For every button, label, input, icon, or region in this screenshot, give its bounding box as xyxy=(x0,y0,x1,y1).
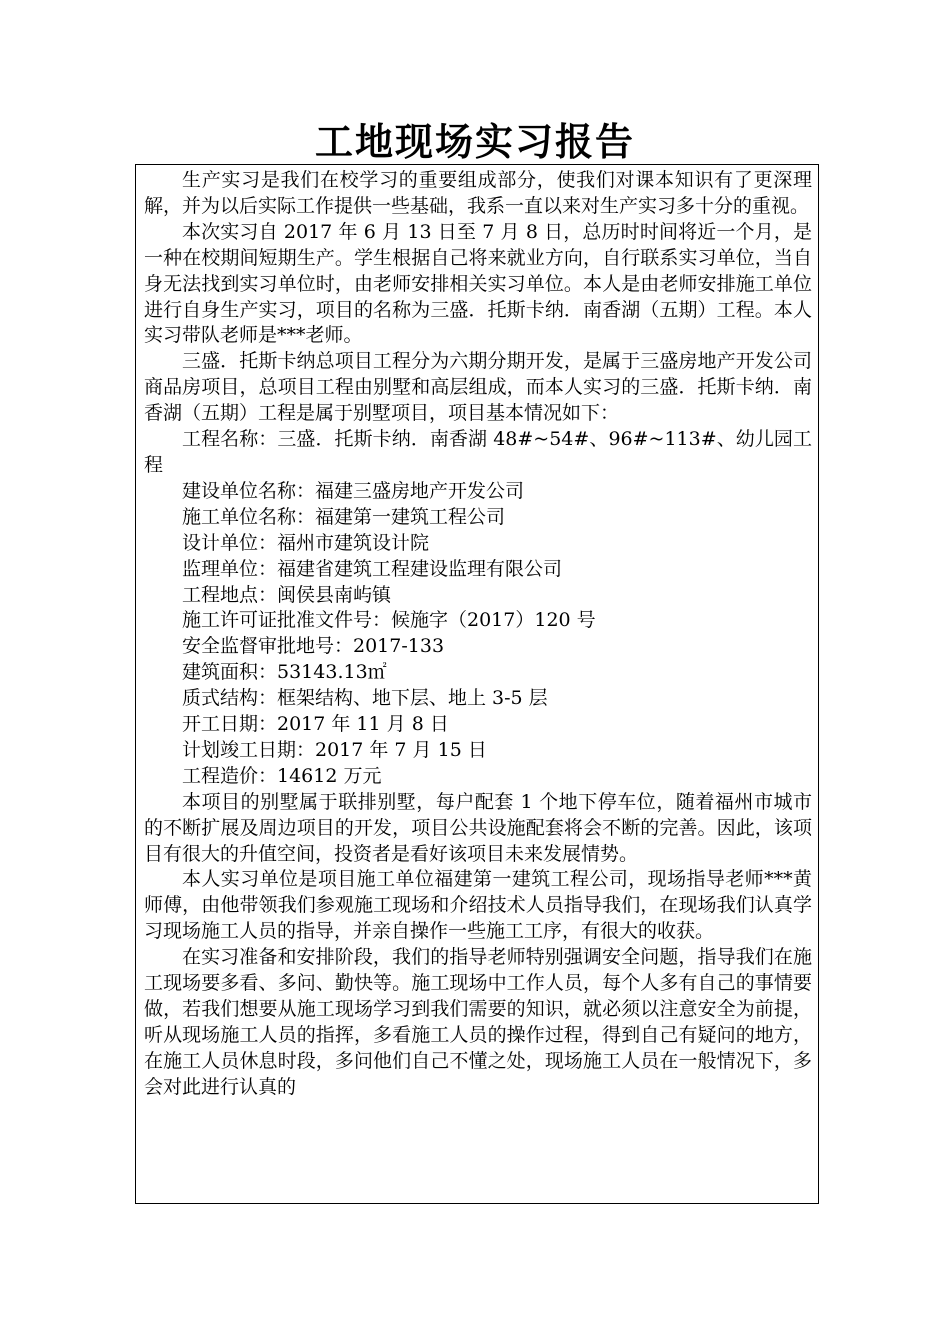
info-safety-approval: 安全监督审批地号：2017-133 xyxy=(182,635,445,658)
page-title: 工地现场实习报告 xyxy=(314,119,635,164)
info-floor-area: 建筑面积：53143.13㎡ xyxy=(182,661,387,684)
paragraph-villa-description: 本项目的别墅属于联排别墅，每户配套 1 个地下停车位，随着福州市城市的不断扩展及周边项目的开发，项目公共设施配套将会不断的完善。因此，该项目有很大的升值空间，投资者是看好该项目未来发展情势。 xyxy=(144,790,812,865)
paragraph-safety-preparation: 在实习准备和安排阶段，我们的指导老师特别强调安全问题，指导我们在施工现场要多看、多问、勤快等。施工现场中工作人员，每个人多有自己的事情要做，若我们想要从施工现场学习到我们需要的知识，就必须以注意安全为前提，听从现场施工人员的指挥，多看施工人员的操作过程，得到自己有疑问的地方，在施工人员休息时段，多问他们自己不懂之处，现场施工人员在一般情况下，多会对此进行认真的 xyxy=(144,946,812,1098)
info-structure: 质式结构：框架结构、地下层、地上 3-5 层 xyxy=(182,687,548,710)
info-developer: 建设单位名称：福建三盛房地产开发公司 xyxy=(182,479,525,502)
info-location: 工程地点：闽侯县南屿镇 xyxy=(182,583,392,606)
info-completion-date: 计划竣工日期：2017 年 7 月 15 日 xyxy=(182,738,487,761)
report-frame xyxy=(135,164,819,1204)
paragraph-intro: 生产实习是我们在校学习的重要组成部分，使我们对课本知识有了更深理解，并为以后实际工作提供一些基础，我系一直以来对生产实习多十分的重视。 xyxy=(144,169,812,217)
info-contractor: 施工单位名称：福建第一建筑工程公司 xyxy=(182,505,506,528)
info-permit-number: 施工许可证批准文件号：候施字（2017）120 号 xyxy=(182,609,596,632)
info-cost: 工程造价：14612 万元 xyxy=(182,764,382,787)
report-body xyxy=(144,168,812,1101)
info-project-name: 工程名称：三盛．托斯卡纳．南香湖 48#~54#、96#~113#、幼儿园工程 xyxy=(144,428,812,476)
info-start-date: 开工日期：2017 年 11 月 8 日 xyxy=(182,713,449,736)
paragraph-internship-period: 本次实习自 2017 年 6 月 13 日至 7 月 8 日，总历时时间将近一个月，是一种在校期间短期生产。学生根据自己将来就业方向，自行联系实习单位，当自身无法找到实习单位时，由老师安排相关实习单位。本人是由老师安排施工单位进行自身生产实习，项目的名称为三盛．托斯卡纳．南香湖（五期）工程。本人实习带队老师是***老师。 xyxy=(144,220,812,347)
info-supervisor: 监理单位：福建省建筑工程建设监理有限公司 xyxy=(182,557,563,580)
paragraph-project-overview: 三盛．托斯卡纳总项目工程分为六期分期开发，是属于三盛房地产开发公司商品房项目，总项目工程由别墅和高层组成，而本人实习的三盛．托斯卡纳．南香湖（五期）工程是属于别墅项目，项目基本情况如下： xyxy=(144,350,812,425)
paragraph-internship-unit: 本人实习单位是项目施工单位福建第一建筑工程公司，现场指导老师***黄师傅，由他带领我们参观施工现场和介绍技术人员指导我们，在现场我们认真学习现场施工人员的指导，并亲自操作一些施工工序，有很大的收获。 xyxy=(144,868,812,943)
info-designer: 设计单位：福州市建筑设计院 xyxy=(182,531,430,554)
